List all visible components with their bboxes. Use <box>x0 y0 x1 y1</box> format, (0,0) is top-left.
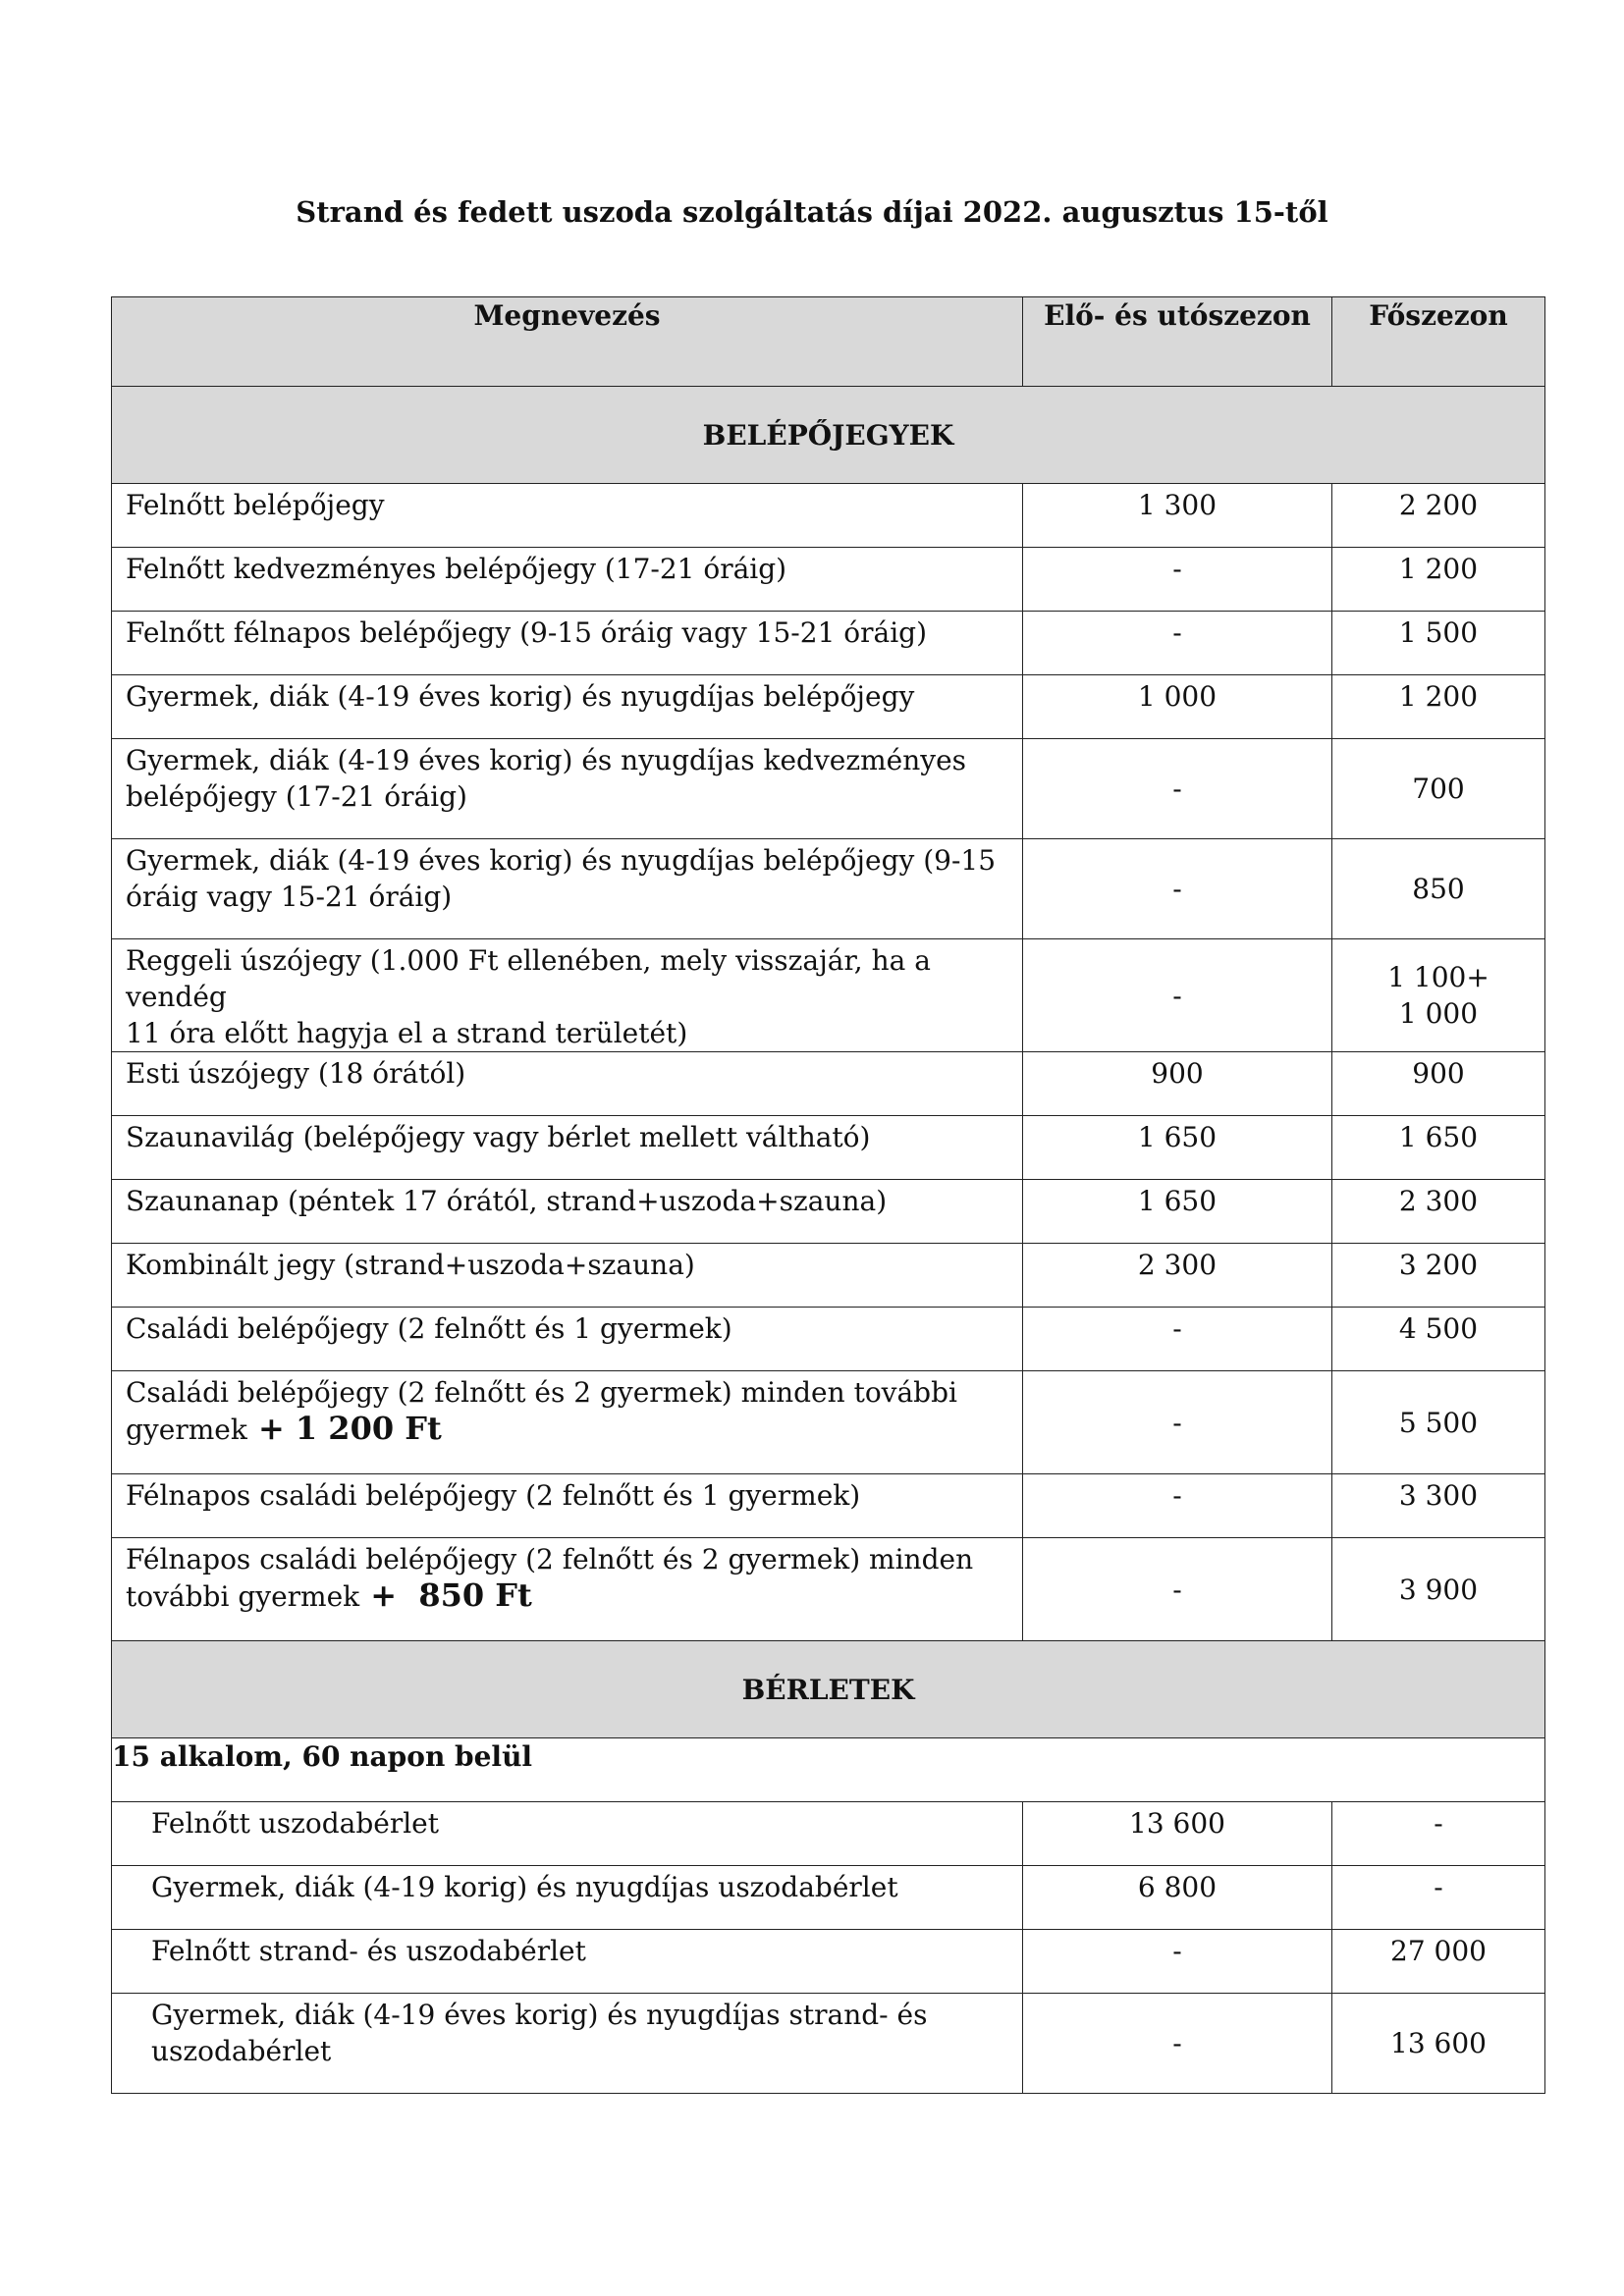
row-name <box>112 1371 1023 1474</box>
row-pre-post-price: - <box>1023 1994 1332 2094</box>
row-main-price: 2 200 <box>1332 484 1545 548</box>
row-main-price: 3 900 <box>1332 1538 1545 1641</box>
table-row <box>112 1866 1545 1930</box>
row-pre-post-price: - <box>1023 1538 1332 1641</box>
row-pre-post-price: - <box>1023 1930 1332 1994</box>
section-header-passes <box>112 1641 1545 1738</box>
row-name-line <box>126 1411 1008 1448</box>
row-pre-post-price: - <box>1023 1308 1332 1371</box>
row-main-price: 700 <box>1332 739 1545 839</box>
row-name <box>112 1994 1023 2094</box>
row-pre-post-price: 1 650 <box>1023 1116 1332 1180</box>
table-row <box>112 1371 1545 1474</box>
table-row <box>112 675 1545 739</box>
row-name <box>112 939 1023 1052</box>
row-pre-post-price: 13 600 <box>1023 1802 1332 1866</box>
row-name: Félnapos családi belépőjegy (2 felnőtt és 1 gyermek) <box>112 1474 1023 1538</box>
table-row <box>112 1538 1545 1641</box>
row-name: Szaunanap (péntek 17 órától, strand+uszoda+szauna) <box>112 1180 1023 1244</box>
row-main-price: 1 200 <box>1332 675 1545 739</box>
row-name <box>112 739 1023 839</box>
row-name: Gyermek, diák (4-19 korig) és nyugdíjas uszodabérlet <box>112 1866 1023 1930</box>
row-name: Felnőtt kedvezményes belépőjegy (17-21 óráig) <box>112 548 1023 612</box>
row-name-line: óráig vagy 15-21 óráig) <box>126 881 453 913</box>
row-name-line: Félnapos családi belépőjegy (2 felnőtt és 2 gyermek) minden <box>126 1543 974 1575</box>
row-name-line: 11 óra előtt hagyja el a strand területét) <box>126 1017 688 1049</box>
row-main-price: - <box>1332 1802 1545 1866</box>
row-name-line: Családi belépőjegy (2 felnőtt és 2 gyermek) minden további <box>126 1376 957 1409</box>
row-pre-post-price: - <box>1023 548 1332 612</box>
row-main-price <box>1332 939 1545 1052</box>
row-main-price: 900 <box>1332 1052 1545 1116</box>
row-main-price: - <box>1332 1866 1545 1930</box>
price-table <box>111 296 1545 2094</box>
row-name: Felnőtt félnapos belépőjegy (9-15 óráig vagy 15-21 óráig) <box>112 612 1023 675</box>
table-row <box>112 1052 1545 1116</box>
header-main-season: Főszezon <box>1332 297 1545 387</box>
row-main-price: 27 000 <box>1332 1930 1545 1994</box>
row-pre-post-price: 1 300 <box>1023 484 1332 548</box>
row-name: Esti úszójegy (18 órától) <box>112 1052 1023 1116</box>
row-main-price-line: 1 000 <box>1398 997 1479 1030</box>
table-row <box>112 839 1545 939</box>
row-name: Felnőtt belépőjegy <box>112 484 1023 548</box>
row-name: Kombinált jegy (strand+uszoda+szauna) <box>112 1244 1023 1308</box>
row-pre-post-price: - <box>1023 1474 1332 1538</box>
row-pre-post-price: 1 000 <box>1023 675 1332 739</box>
row-name: Családi belépőjegy (2 felnőtt és 1 gyermek) <box>112 1308 1023 1371</box>
group-header <box>112 1738 1545 1802</box>
row-pre-post-price: - <box>1023 612 1332 675</box>
table-row <box>112 1116 1545 1180</box>
row-main-price: 1 200 <box>1332 548 1545 612</box>
row-main-price: 3 300 <box>1332 1474 1545 1538</box>
row-main-price: 4 500 <box>1332 1308 1545 1371</box>
row-main-price: 850 <box>1332 839 1545 939</box>
row-main-price: 13 600 <box>1332 1994 1545 2094</box>
header-pre-post-season: Elő- és utószezon <box>1023 297 1332 387</box>
row-main-price: 2 300 <box>1332 1180 1545 1244</box>
row-name-line: Gyermek, diák (4-19 éves korig) és nyugdíjas belépőjegy (9-15 <box>126 844 997 877</box>
extra-child-price: + 850 Ft <box>359 1576 532 1614</box>
row-name: Szaunavilág (belépőjegy vagy bérlet mellett váltható) <box>112 1116 1023 1180</box>
row-name-line: belépőjegy (17-21 óráig) <box>126 780 467 813</box>
table-row <box>112 739 1545 839</box>
header-name: Megnevezés <box>112 297 1023 387</box>
row-name <box>112 839 1023 939</box>
table-row <box>112 1994 1545 2094</box>
page-title: Strand és fedett uszoda szolgáltatás díjai 2022. augusztus 15-től <box>296 195 1328 229</box>
row-name-line: Gyermek, diák (4-19 éves korig) és nyugdíjas strand- és <box>151 1999 928 2031</box>
row-name <box>112 1538 1023 1641</box>
table-row <box>112 1930 1545 1994</box>
row-name-line <box>126 1577 1008 1615</box>
row-name-line-text: további gyermek <box>126 1580 360 1613</box>
section-header-tickets <box>112 387 1545 484</box>
table-row <box>112 1474 1545 1538</box>
row-pre-post-price: 1 650 <box>1023 1180 1332 1244</box>
row-pre-post-price: - <box>1023 839 1332 939</box>
row-name: Gyermek, diák (4-19 éves korig) és nyugdíjas belépőjegy <box>112 675 1023 739</box>
group-label: 15 alkalom, 60 napon belül <box>112 1738 1545 1802</box>
table-row <box>112 484 1545 548</box>
row-main-price-line: 1 100+ <box>1387 961 1489 993</box>
row-name-line: uszodabérlet <box>151 2035 332 2067</box>
row-pre-post-price: - <box>1023 939 1332 1052</box>
table-row <box>112 1244 1545 1308</box>
table-row <box>112 1802 1545 1866</box>
row-name-line-text: gyermek <box>126 1414 247 1446</box>
row-main-price: 1 650 <box>1332 1116 1545 1180</box>
row-pre-post-price: 6 800 <box>1023 1866 1332 1930</box>
row-name: Felnőtt uszodabérlet <box>112 1802 1023 1866</box>
row-pre-post-price: - <box>1023 739 1332 839</box>
row-main-price: 3 200 <box>1332 1244 1545 1308</box>
row-main-price: 5 500 <box>1332 1371 1545 1474</box>
section-label: BÉRLETEK <box>112 1641 1545 1738</box>
extra-child-price: + 1 200 Ft <box>246 1410 442 1447</box>
section-label: BELÉPŐJEGYEK <box>112 387 1545 484</box>
row-pre-post-price: 2 300 <box>1023 1244 1332 1308</box>
table-header-row <box>112 297 1545 387</box>
table-row <box>112 612 1545 675</box>
row-pre-post-price: - <box>1023 1371 1332 1474</box>
row-name-line: Reggeli úszójegy (1.000 Ft ellenében, mely visszajár, ha a vendég <box>126 944 931 1013</box>
row-name-line: Gyermek, diák (4-19 éves korig) és nyugdíjas kedvezményes <box>126 744 967 776</box>
table-row <box>112 939 1545 1052</box>
row-pre-post-price: 900 <box>1023 1052 1332 1116</box>
row-main-price: 1 500 <box>1332 612 1545 675</box>
row-name: Felnőtt strand- és uszodabérlet <box>112 1930 1023 1994</box>
table-row <box>112 548 1545 612</box>
table-row <box>112 1308 1545 1371</box>
table-row <box>112 1180 1545 1244</box>
